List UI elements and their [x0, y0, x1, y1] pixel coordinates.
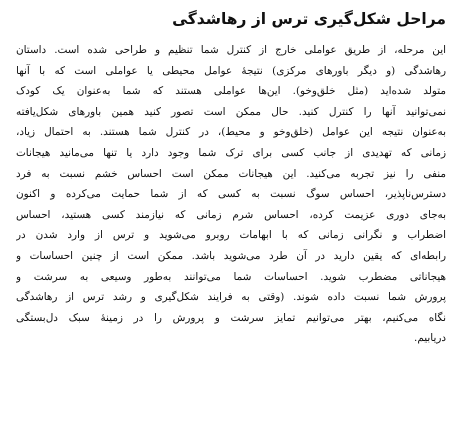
paragraph-line: متولد شده‌اید (مثل خلق‌وخو). این‌ها عواملی هستند که شما به‌عنوان یک کودک — [16, 85, 446, 98]
paragraph-line: این مرحله، از طریق عواملی خارج از کنترل شما تنظیم و طراحی شده است. داستان — [16, 44, 446, 56]
paragraph-line: پرورش شما نسبت داده شوند. (وقتی به فرایند شکل‌گیری و رشد ترس از رهاشدگی — [16, 291, 446, 304]
paragraph-line: زمانی که تهدیدی از جانب کسی برای ترک شما وجود دارد یا تنها می‌مانید هیجانات — [16, 146, 446, 159]
paragraph-line: به‌جای دوری عزیمت کرده، احساس شرم زمانی که نیازمند کسی هستید، احساس — [16, 208, 446, 221]
paragraph-line: هیجاناتی مضطرب شوید. احساسات شما می‌توانند به‌طور وسیعی به سرشت و — [16, 270, 446, 283]
section-title: مراحل شکل‌گیری ترس از رهاشدگی — [172, 10, 446, 28]
paragraph-line: اضطراب و نگرانی زمانی که با ابهامات روبرو می‌شوید و ترس از وارد شدن در — [16, 229, 446, 242]
body-paragraph — [16, 40, 446, 349]
paragraph-line: منفی را نیز تجربه می‌کنید. این هیجانات ممکن است احساس خشم نسبت به فرد — [16, 167, 446, 180]
paragraph-line: رابطه‌ای که یقین دارید در آن طرد می‌شوید باشد. ممکن است از چنین احساسات و — [16, 249, 446, 262]
paragraph-line: به‌عنوان نتیجه این عوامل (خلق‌وخو و محیط)، در کنترل شما هستند. به احتمال زیاد، — [16, 126, 446, 139]
paragraph-line: رهاشدگی (و دیگر باورهای مرکزی) نتیجهٔ عوامل محیطی یا عواملی است که با آنها — [16, 64, 446, 77]
paragraph-line: دریابیم. — [414, 332, 446, 345]
paragraph-line: نگاه می‌کنیم، بهتر می‌توانیم تمایز سرشت و پرورش را در زمینهٔ سبک دل‌بستگی — [16, 311, 446, 324]
paragraph-line: دسترس‌ناپذیر، احساس سوگ نسبت به کسی که از شما حمایت می‌کرده و اکنون — [16, 188, 446, 201]
paragraph-line: نمی‌توانید آنها را کنترل کنید. حال ممکن است تصور کنید همین باورهای شکل‌یافته — [16, 105, 446, 118]
